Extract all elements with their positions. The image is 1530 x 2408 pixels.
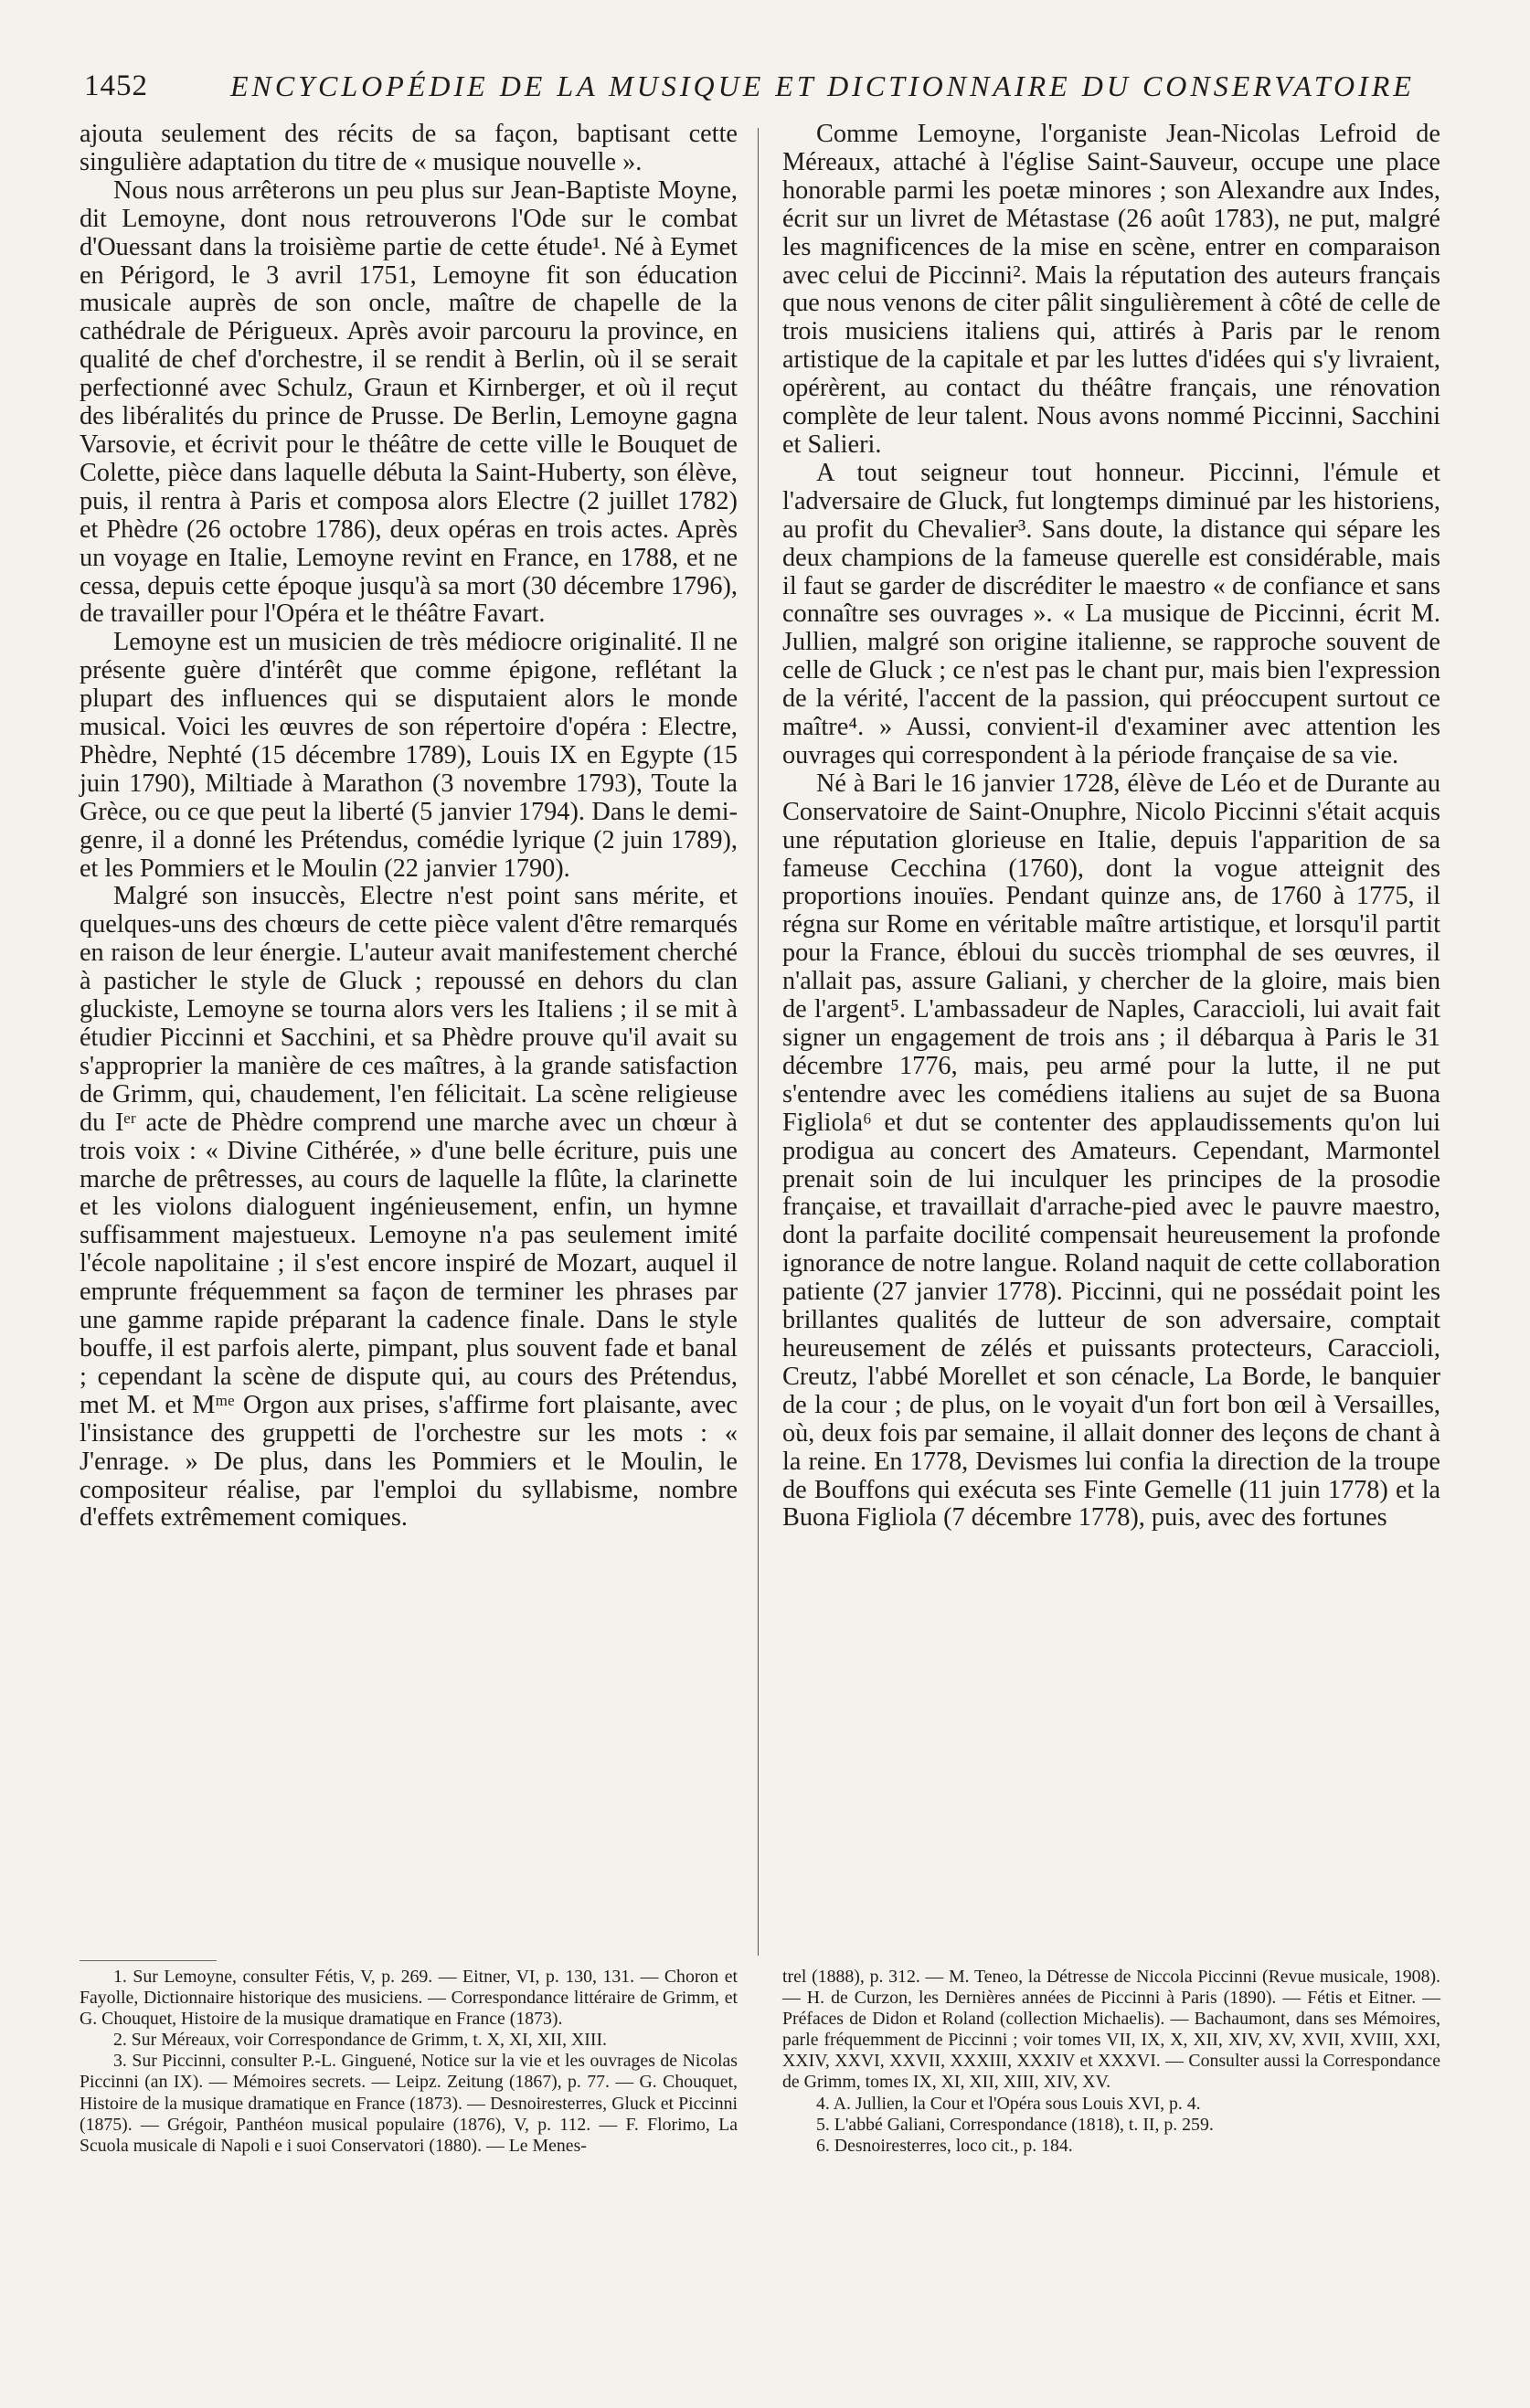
footnote: 1. Sur Lemoyne, consulter Fétis, V, p. 269. — Eitner, VI, p. 130, 131. — Choron et Fayolle, Dictionnaire historique des musiciens. — Correspondance littéraire de Grimm, et G. Chouquet, Histoire de la musique dramatique en France (1873).	[80, 1967, 738, 2030]
footnote: 6. Desnoiresterres, loco cit., p. 184.	[816, 2135, 1073, 2156]
footnote: 4. A. Jullien, la Cour et l'Opéra sous Louis XVI, p. 4.	[816, 2093, 1201, 2114]
paragraph: Malgré son insuccès, Electre n'est point sans mérite, et quelques-uns des chœurs de cette pièce valent d'être remarqués en raison de leur énergie. L'auteur avait manifestement cherché à pasticher le style de Gluck ; repoussé en dehors du clan gluckiste, Lemoyne se tourna alors vers les Italiens ; il se mit à étudier Piccinni et Sacchini, et sa Phèdre prouve qu'il avait su s'approprier la manière de ces maîtres, à la grande satisfaction de Grimm, qui, chaudement, l'en félicitait. La scène religieuse du Iᵉʳ acte de Phèdre comprend une marche avec un chœur à trois voix : « Divine Cithérée, » d'une belle écriture, puis une marche de prêtresses, au cours de laquelle la flûte, la clarinette et les violons dialoguent ingénieusement, enfin, un hymne suffisamment majestueux. Lemoyne n'a pas seulement imité l'école napolitaine ; il s'est encore inspiré de Mozart, auquel il emprunte fréquemment sa façon de terminer les phrases par une gamme rapide préparant la cadence finale. Dans le style bouffe, il est parfois alerte, pimpant, plus souvent fade et banal ; cependant la scène de dispute qui, au cours des Prétendus, met M. et Mᵐᵉ Orgon aux prises, s'affirme fort plaisante, avec l'insistance des gruppetti de l'orchestre sur les mots : « J'enrage. » De plus, dans les Pommiers et le Moulin, le compositeur réalise, par l'emploi du syllabisme, nombre d'effets extrêmement comiques.	[80, 882, 738, 1533]
page-header	[84, 69, 1446, 115]
paragraph: A tout seigneur tout honneur. Piccinni, l'émule et l'adversaire de Gluck, fut longtemps diminué par les historiens, au profit du Chevalier³. Sans doute, la distance qui sépare les deux champions de la fameuse querelle est considérable, mais il faut se garder de discréditer le maestro « de confiance et sans connaître ses ouvrages ». « La musique de Piccinni, écrit M. Jullien, malgré son origine italienne, se rapproche souvent de celle de Gluck ; ce n'est pas le chant pur, mais bien l'expression de la vérité, l'accent de la passion, qui préoccupent surtout ce maître⁴. » Aussi, convient-il d'examiner avec attention les ouvrages qui correspondent à la période française de sa vie.	[782, 458, 1440, 769]
left-column	[80, 121, 738, 1533]
column-divider	[758, 128, 759, 1956]
footnote: 2. Sur Méreaux, voir Correspondance de Grimm, t. X, XI, XII, XIII.	[113, 2030, 607, 2051]
page-number: 1452	[84, 69, 148, 102]
paragraph: Comme Lemoyne, l'organiste Jean-Nicolas Lefroid de Méreaux, attaché à l'église Saint-Sauveur, occupe une place honorable parmi les poetæ minores ; son Alexandre aux Indes, écrit sur un livret de Métastase (26 août 1783), ne put, malgré les magnificences de la mise en scène, entrer en comparaison avec celui de Piccinni². Mais la réputation des auteurs français que nous venons de citer pâlit singulièrement à côté de celle de trois musiciens italiens qui, attirés à Paris par le renom artistique de la capitale et par les luttes d'idées qui s'y livraient, opérèrent, au contact du théâtre français, une rénovation complète de leur talent. Nous avons nommé Piccinni, Sacchini et Salieri.	[782, 120, 1440, 459]
footnote: trel (1888), p. 312. — M. Teneo, la Détresse de Niccola Piccinni (Revue musicale, 1908). — H. de Curzon, les Dernières années de Piccinni à Paris (1890). — Fétis et Eitner. — Préfaces de Didon et Roland (collection Michaelis). — Bachaumont, dans ses Mémoires, parle fréquemment de Piccinni ; voir tomes VII, IX, X, XII, XIV, XV, XVII, XVIII, XXI, XXIV, XXVI, XXVII, XXXIII, XXXIV et XXXVI. — Consulter aussi la Correspondance de Grimm, tomes IX, XI, XII, XIII, XIV, XV.	[782, 1967, 1440, 2093]
paragraph: Nous nous arrêterons un peu plus sur Jean-Baptiste Moyne, dit Lemoyne, dont nous retrouverons l'Ode sur le combat d'Ouessant dans la troisième partie de cette étude¹. Né à Eymet en Périgord, le 3 avril 1751, Lemoyne fit son éducation musicale auprès de son oncle, maître de chapelle de la cathédrale de Périgueux. Après avoir parcouru la province, en qualité de chef d'orchestre, il se rendit à Berlin, où il se serait perfectionné avec Schulz, Graun et Kirnberger, et où il reçut des libéralités du prince de Prusse. De Berlin, Lemoyne gagna Varsovie, et écrivit pour le théâtre de cette ville le Bouquet de Colette, pièce dans laquelle débuta la Saint-Huberty, son élève, puis, il rentra à Paris et composa alors Electre (2 juillet 1782) et Phèdre (26 octobre 1786), deux opéras en trois actes. Après un voyage en Italie, Lemoyne revint en France, en 1788, et ne cessa, depuis cette époque jusqu'à sa mort (30 décembre 1796), de travailler pour l'Opéra et le théâtre Favart.	[80, 175, 738, 629]
running-title: ENCYCLOPÉDIE DE LA MUSIQUE ET DICTIONNAIRE DU CONSERVATOIRE	[230, 69, 1415, 102]
footnote: 3. Sur Piccinni, consulter P.-L. Ginguené, Notice sur la vie et les ouvrages de Nicolas Piccinni (an IX). — Mémoires secrets. — Leipz. Zeitung (1867), p. 77. — G. Chouquet, Histoire de la musique dramatique en France (1873). — Desnoiresterres, Gluck et Piccinni (1875). — Grégoir, Panthéon musical populaire (1876), V, p. 112. — F. Florimo, La Scuola musicale di Napoli e i suoi Conservatori (1880). — Le Menes-	[80, 2051, 738, 2156]
right-column	[782, 121, 1440, 1533]
paragraph: Né à Bari le 16 janvier 1728, élève de Léo et de Durante au Conservatoire de Saint-Onuphre, Nicolo Piccinni s'était acquis une réputation glorieuse en Italie, depuis l'apparition de sa fameuse Cecchina (1760), dont la vogue atteignit des proportions inouïes. Pendant quinze ans, de 1760 à 1775, il régna sur Rome en véritable maître artistique, et lorsqu'il partit pour la France, ébloui du succès triomphal de ses œuvres, il n'allait pas, assure Galiani, y chercher de la gloire, mais bien de l'argent⁵. L'ambassadeur de Naples, Caraccioli, lui avait fait signer un engagement de trois ans ; il débarqua à Paris le 31 décembre 1776, mais, peu armé pour la lutte, il ne put s'entendre avec les comédiens italiens au sujet de sa Buona Figliola⁶ et dut se contenter des applaudissements qu'on lui prodigua au concert des Amateurs. Cependant, Marmontel prenait soin de lui inculquer les principes de la prosodie française, et travaillait d'arrache-pied avec le pauvre maestro, dont la parfaite docilité compensait heureusement la profonde ignorance de notre langue. Roland naquit de cette collaboration patiente (27 janvier 1778). Piccinni, qui ne possédait point les brillantes qualités de lutteur de son adversaire, comptait heureusement de zélés et puissants protecteurs, Caraccioli, Creutz, l'abbé Morellet et son cénacle, La Borde, le banquier de la cour ; de plus, on le voyait d'un fort bon œil à Versailles, où, deux fois par semaine, il allait donner des leçons de chant à la reine. En 1778, Devismes lui confia la direction de la troupe de Bouffons qui exécuta ses Finte Gemelle (11 juin 1778) et la Buona Figliola (7 décembre 1778), puis, avec des fortunes	[782, 769, 1440, 1533]
footnotes-right	[782, 1967, 1440, 2157]
paragraph: Lemoyne est un musicien de très médiocre originalité. Il ne présente guère d'intérêt que comme épigone, reflétant la plupart des influences qui se disputaient alors le monde musical. Voici les œuvres de son répertoire d'opéra : Electre, Phèdre, Nephté (15 décembre 1789), Louis IX en Egypte (15 juin 1790), Miltiade à Marathon (3 novembre 1793), Toute la Grèce, ou ce que peut la liberté (5 janvier 1794). Dans le demi-genre, il a donné les Prétendus, comédie lyrique (2 juin 1789), et les Pommiers et le Moulin (22 janvier 1790).	[80, 628, 738, 883]
paragraph: ajouta seulement des récits de sa façon, baptisant cette singulière adaptation du titre de « musique nouvelle ».	[80, 120, 738, 176]
footnote: 5. L'abbé Galiani, Correspondance (1818), t. II, p. 259.	[816, 2114, 1214, 2135]
footnotes-left	[80, 1967, 738, 2157]
footnote-divider	[80, 1960, 217, 1961]
